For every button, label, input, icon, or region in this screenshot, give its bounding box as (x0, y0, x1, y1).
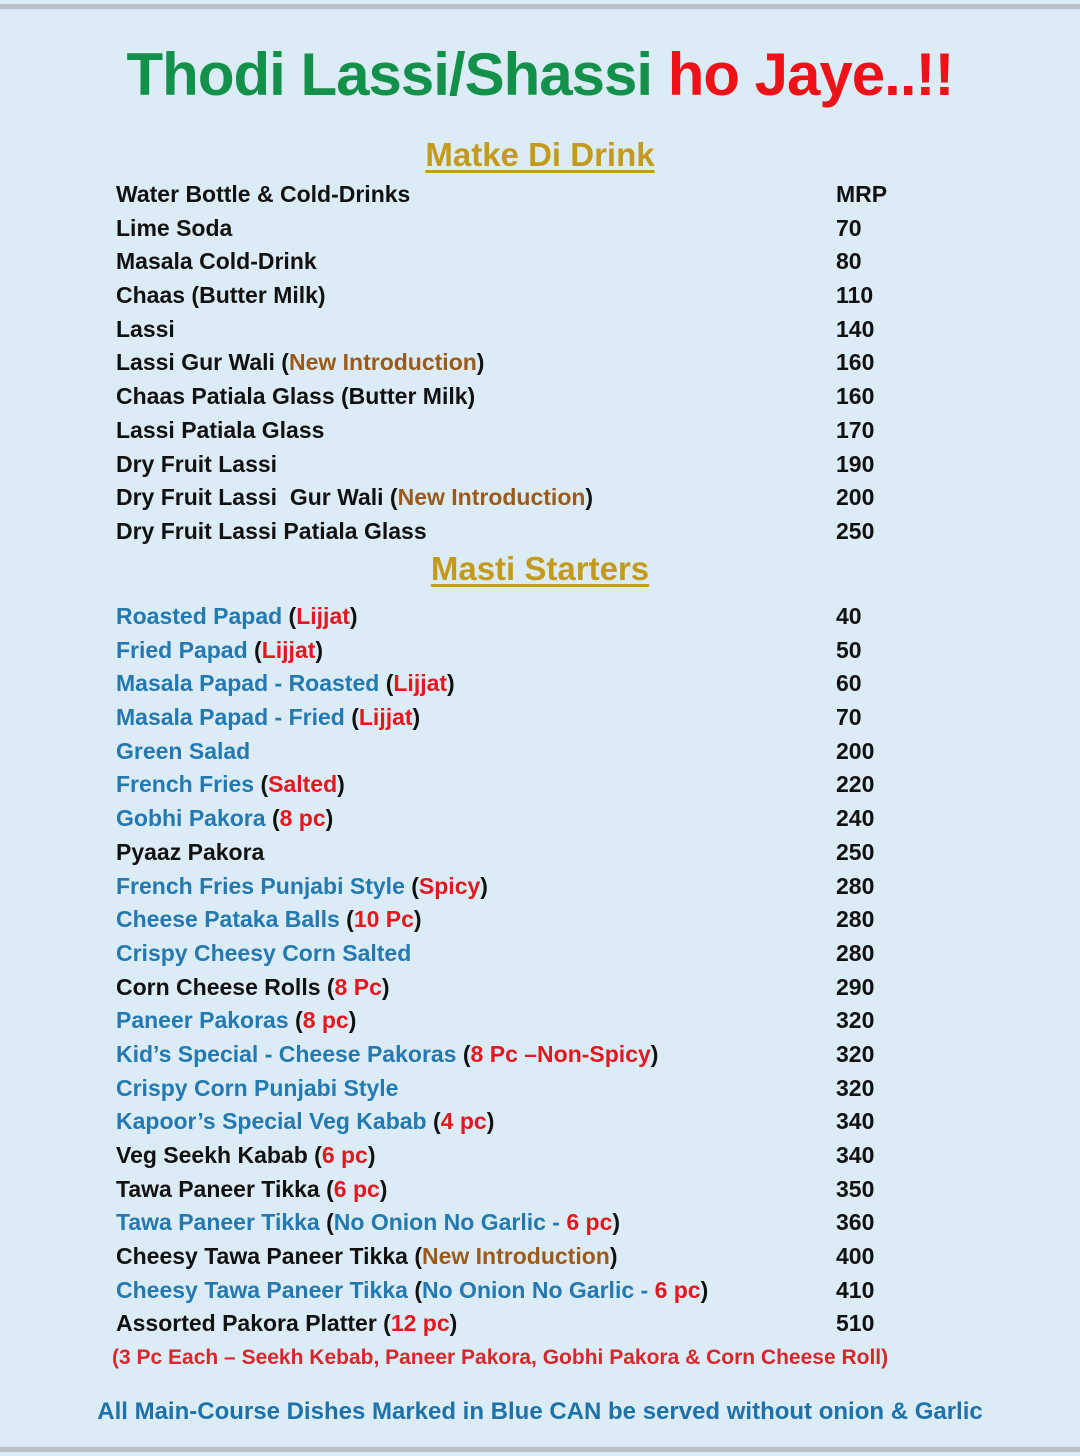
item-price: 200 (836, 737, 875, 764)
item-name-segment: ( (260, 771, 269, 798)
item-name-segment: ( (462, 1040, 471, 1067)
menu-item (116, 768, 916, 802)
item-name-segment: 6 pc (566, 1209, 613, 1236)
item-name-segment: ( (326, 1209, 334, 1236)
item-price: 280 (836, 872, 875, 899)
item-name (116, 1075, 398, 1101)
item-name (116, 906, 422, 932)
item-name (116, 282, 326, 308)
item-name-segment: ) (325, 805, 334, 832)
item-name-segment: ) (367, 1142, 376, 1168)
item-name (116, 738, 250, 764)
menu-item (116, 1240, 916, 1274)
menu-item (116, 1105, 916, 1139)
item-price: 400 (836, 1243, 875, 1270)
item-name-segment: Veg Seekh Kabab ( (116, 1142, 322, 1168)
platter-note: (3 Pc Each – Seekh Kebab, Paneer Pakora, Gobhi Pakora & Corn Cheese Roll) (112, 1346, 889, 1369)
item-name (116, 1277, 708, 1303)
item-name-segment: Assorted Pakora Platter ( (116, 1310, 391, 1337)
item-name-segment: Masala Cold-Drink (116, 248, 317, 275)
item-name-segment: ) (585, 484, 594, 511)
item-name-segment: Roasted Papad (116, 603, 289, 629)
item-name (116, 181, 410, 207)
item-price: 410 (836, 1276, 875, 1303)
menu-item (116, 971, 916, 1005)
menu-item (116, 481, 916, 515)
item-name-segment: French Fries (116, 771, 261, 798)
section-heading-drinks: Matke Di Drink (425, 136, 655, 173)
item-name-segment: New Introduction (288, 349, 477, 376)
item-name-segment: Dry Fruit Lassi Gur Wali ( (116, 484, 398, 511)
item-name-segment: Water Bottle & Cold-Drinks (116, 181, 411, 207)
item-name-segment: Dry Fruit Lassi Patiala Glass (116, 517, 427, 544)
menu-item (116, 600, 916, 634)
item-name (116, 1007, 356, 1033)
menu-item (116, 346, 916, 380)
item-name-segment: ) (449, 1310, 458, 1337)
starters-list (116, 600, 916, 1341)
bottom-border (0, 1447, 1080, 1452)
item-name-segment: ( (295, 1007, 303, 1034)
item-price: 220 (836, 771, 875, 798)
menu-item (116, 701, 916, 735)
item-name (116, 383, 475, 409)
menu-item (116, 802, 916, 836)
menu-item (116, 1173, 916, 1207)
menu-item (116, 1274, 916, 1308)
item-price: 190 (836, 450, 875, 477)
title-part-green: Thodi Lassi/Shassi (126, 41, 653, 108)
item-name-segment: 6 pc (654, 1276, 701, 1303)
item-name-segment: ) (612, 1209, 621, 1236)
menu-title (0, 40, 1080, 109)
item-name-segment: 12 pc (390, 1310, 450, 1337)
item-name-segment: ) (486, 1108, 495, 1135)
footer-note: All Main-Course Dishes Marked in Blue CAN be served without onion & Garlic (97, 1398, 983, 1425)
item-name (116, 805, 333, 831)
item-name-segment: ) (480, 872, 488, 899)
item-name (116, 1041, 658, 1067)
item-name-segment: 6 pc (333, 1175, 380, 1202)
item-name-segment: Salted (268, 771, 338, 798)
menu-item (116, 1206, 916, 1240)
item-price: 510 (836, 1310, 875, 1337)
item-price: 70 (836, 704, 862, 731)
item-name-segment: Crispy Corn Punjabi Style (116, 1074, 399, 1101)
item-name (116, 1108, 494, 1134)
item-name (116, 417, 324, 443)
item-name-segment: Cheese Pataka Balls (116, 906, 347, 933)
item-name-segment: ) (337, 771, 345, 798)
menu-item (116, 937, 916, 971)
menu-item (116, 1038, 916, 1072)
item-name-segment: Masala Papad - Roasted (116, 670, 386, 697)
item-name-segment: Kapoor’s Special Veg Kabab (116, 1108, 433, 1135)
menu-item (116, 245, 916, 279)
item-name-segment: Lassi (116, 315, 175, 342)
item-price: 50 (836, 636, 862, 663)
drinks-list (116, 178, 916, 549)
item-name (116, 215, 232, 241)
item-price: 350 (836, 1175, 875, 1202)
item-name-segment: Lime Soda (116, 214, 233, 241)
item-name-segment: ( (254, 636, 262, 663)
item-name (116, 451, 277, 477)
item-name (116, 873, 488, 899)
item-name-segment: 4 pc (440, 1108, 487, 1135)
item-name-segment: ) (609, 1243, 618, 1270)
item-name-segment: Gobhi Pakora (116, 805, 272, 832)
item-name-segment: ( (414, 1276, 422, 1303)
item-name-segment: New Introduction (397, 484, 586, 511)
menu-item (116, 870, 916, 904)
item-name-segment: ( (433, 1108, 441, 1135)
item-name-segment: 10 Pc (353, 906, 414, 933)
item-name-segment: Lassi Gur Wali ( (116, 349, 289, 376)
item-name-segment: French Fries Punjabi Style (116, 872, 412, 899)
item-name (116, 637, 323, 663)
item-name-segment: ) (700, 1276, 709, 1303)
menu-item (116, 313, 916, 347)
menu-item (116, 1072, 916, 1106)
menu-item (116, 667, 916, 701)
menu-item (116, 1004, 916, 1038)
menu-item (116, 212, 916, 246)
item-price: 140 (836, 315, 875, 342)
item-name-segment: ) (447, 670, 455, 697)
menu-item (116, 735, 916, 769)
item-price: 200 (836, 484, 875, 511)
menu-item (116, 380, 916, 414)
menu-item (116, 634, 916, 668)
item-name-segment: ( (271, 805, 280, 832)
item-name-segment: ) (476, 349, 485, 376)
menu-item (116, 414, 916, 448)
item-name-segment: ) (349, 603, 358, 629)
item-name-segment: New Introduction (421, 1243, 610, 1270)
item-name-segment: Kid’s Special - Cheese Pakoras (116, 1040, 463, 1067)
item-price: 280 (836, 906, 875, 933)
item-name-segment: No Onion No Garlic - (333, 1209, 567, 1236)
item-name-segment: 8 pc (302, 1007, 349, 1034)
item-price: 280 (836, 939, 875, 966)
item-name-segment: ) (381, 973, 390, 1000)
item-price: 250 (836, 517, 875, 544)
item-name-segment: Cheesy Tawa Paneer Tikka (116, 1276, 415, 1303)
item-name-segment: ( (346, 906, 354, 933)
section-heading-starters: Masti Starters (430, 550, 650, 587)
item-name (116, 248, 317, 274)
item-name-segment: 6 pc (321, 1142, 368, 1168)
item-name (116, 1310, 457, 1336)
item-name-segment: Fried Papad (116, 636, 255, 663)
item-name (116, 1209, 620, 1235)
item-name-segment: Lassi Patiala Glass (116, 416, 325, 443)
item-name-segment: Green Salad (116, 737, 251, 764)
item-name-segment: Paneer Pakoras (116, 1007, 296, 1034)
item-name-segment: 8 Pc (334, 973, 382, 1000)
item-price: 160 (836, 349, 875, 376)
item-name (116, 771, 345, 797)
menu-item (116, 1139, 916, 1173)
item-price: 170 (836, 416, 875, 443)
item-name-segment: ( (411, 872, 419, 899)
item-price: 240 (836, 805, 875, 832)
item-name-segment: ) (412, 704, 421, 731)
item-price: 320 (836, 1074, 875, 1101)
item-price: 160 (836, 383, 875, 410)
item-price: 250 (836, 838, 875, 865)
title-part-red: ho Jaye..!! (667, 41, 954, 108)
item-name (116, 1142, 376, 1168)
item-name (116, 1176, 387, 1202)
item-name-segment: Lijjat (296, 603, 350, 629)
item-name-segment: ( (288, 603, 297, 629)
item-name-segment: Chaas Patiala Glass (Butter Milk) (116, 383, 476, 410)
item-price: 340 (836, 1142, 875, 1168)
item-price: 60 (836, 670, 862, 697)
item-name-segment: ) (379, 1175, 388, 1202)
item-price: 70 (836, 214, 862, 241)
item-name-segment: ( (351, 704, 359, 731)
item-name (116, 940, 411, 966)
menu-item (116, 1307, 916, 1341)
menu-item (116, 836, 916, 870)
item-name-segment: Cheesy Tawa Paneer Tikka ( (116, 1243, 422, 1270)
item-price: 320 (836, 1040, 875, 1067)
menu-item (116, 178, 916, 212)
item-name-segment: Pyaaz Pakora (116, 838, 265, 865)
item-price: 110 (836, 282, 874, 309)
item-price: MRP (836, 181, 888, 207)
item-price: 40 (836, 603, 862, 629)
top-border (0, 4, 1080, 9)
item-name-segment: Corn Cheese Rolls ( (116, 973, 335, 1000)
item-name-segment: Spicy (418, 872, 481, 899)
item-name-segment: Lijjat (358, 704, 413, 731)
item-price: 80 (836, 248, 862, 275)
item-name (116, 518, 427, 544)
item-name-segment: Tawa Paneer Tikka ( (116, 1175, 334, 1202)
item-name-segment: Crispy Cheesy Corn Salted (116, 939, 412, 966)
item-name-segment: ( (385, 670, 394, 697)
item-name (116, 349, 484, 375)
item-name-segment: Chaas (Butter Milk) (116, 282, 326, 309)
item-name (116, 670, 455, 696)
item-name-segment: Lijjat (393, 670, 448, 697)
item-name-segment: Dry Fruit Lassi (116, 450, 278, 477)
item-name-segment: ) (413, 906, 422, 933)
item-price: 290 (836, 973, 875, 1000)
item-name-segment: ) (348, 1007, 357, 1034)
item-name-segment: Tawa Paneer Tikka (116, 1209, 327, 1236)
item-name (116, 839, 264, 865)
menu-item (116, 903, 916, 937)
item-price: 320 (836, 1007, 875, 1034)
item-name-segment: 8 Pc –Non-Spicy (470, 1040, 651, 1067)
menu-item (116, 279, 916, 313)
item-name (116, 974, 390, 1000)
item-name-segment: No Onion No Garlic - (422, 1276, 655, 1303)
item-name (116, 603, 358, 629)
menu-item (116, 515, 916, 549)
item-name (116, 316, 175, 342)
item-price: 340 (836, 1108, 875, 1135)
item-name-segment: Lijjat (261, 636, 316, 663)
item-name (116, 704, 420, 730)
item-name (116, 1243, 617, 1269)
item-name-segment: ) (650, 1040, 659, 1067)
item-name (116, 484, 593, 510)
item-name-segment: Masala Papad - Fried (116, 704, 352, 731)
item-name-segment: 8 pc (279, 805, 326, 832)
item-price: 360 (836, 1209, 875, 1236)
item-name-segment: ) (315, 636, 324, 663)
menu-item (116, 448, 916, 482)
